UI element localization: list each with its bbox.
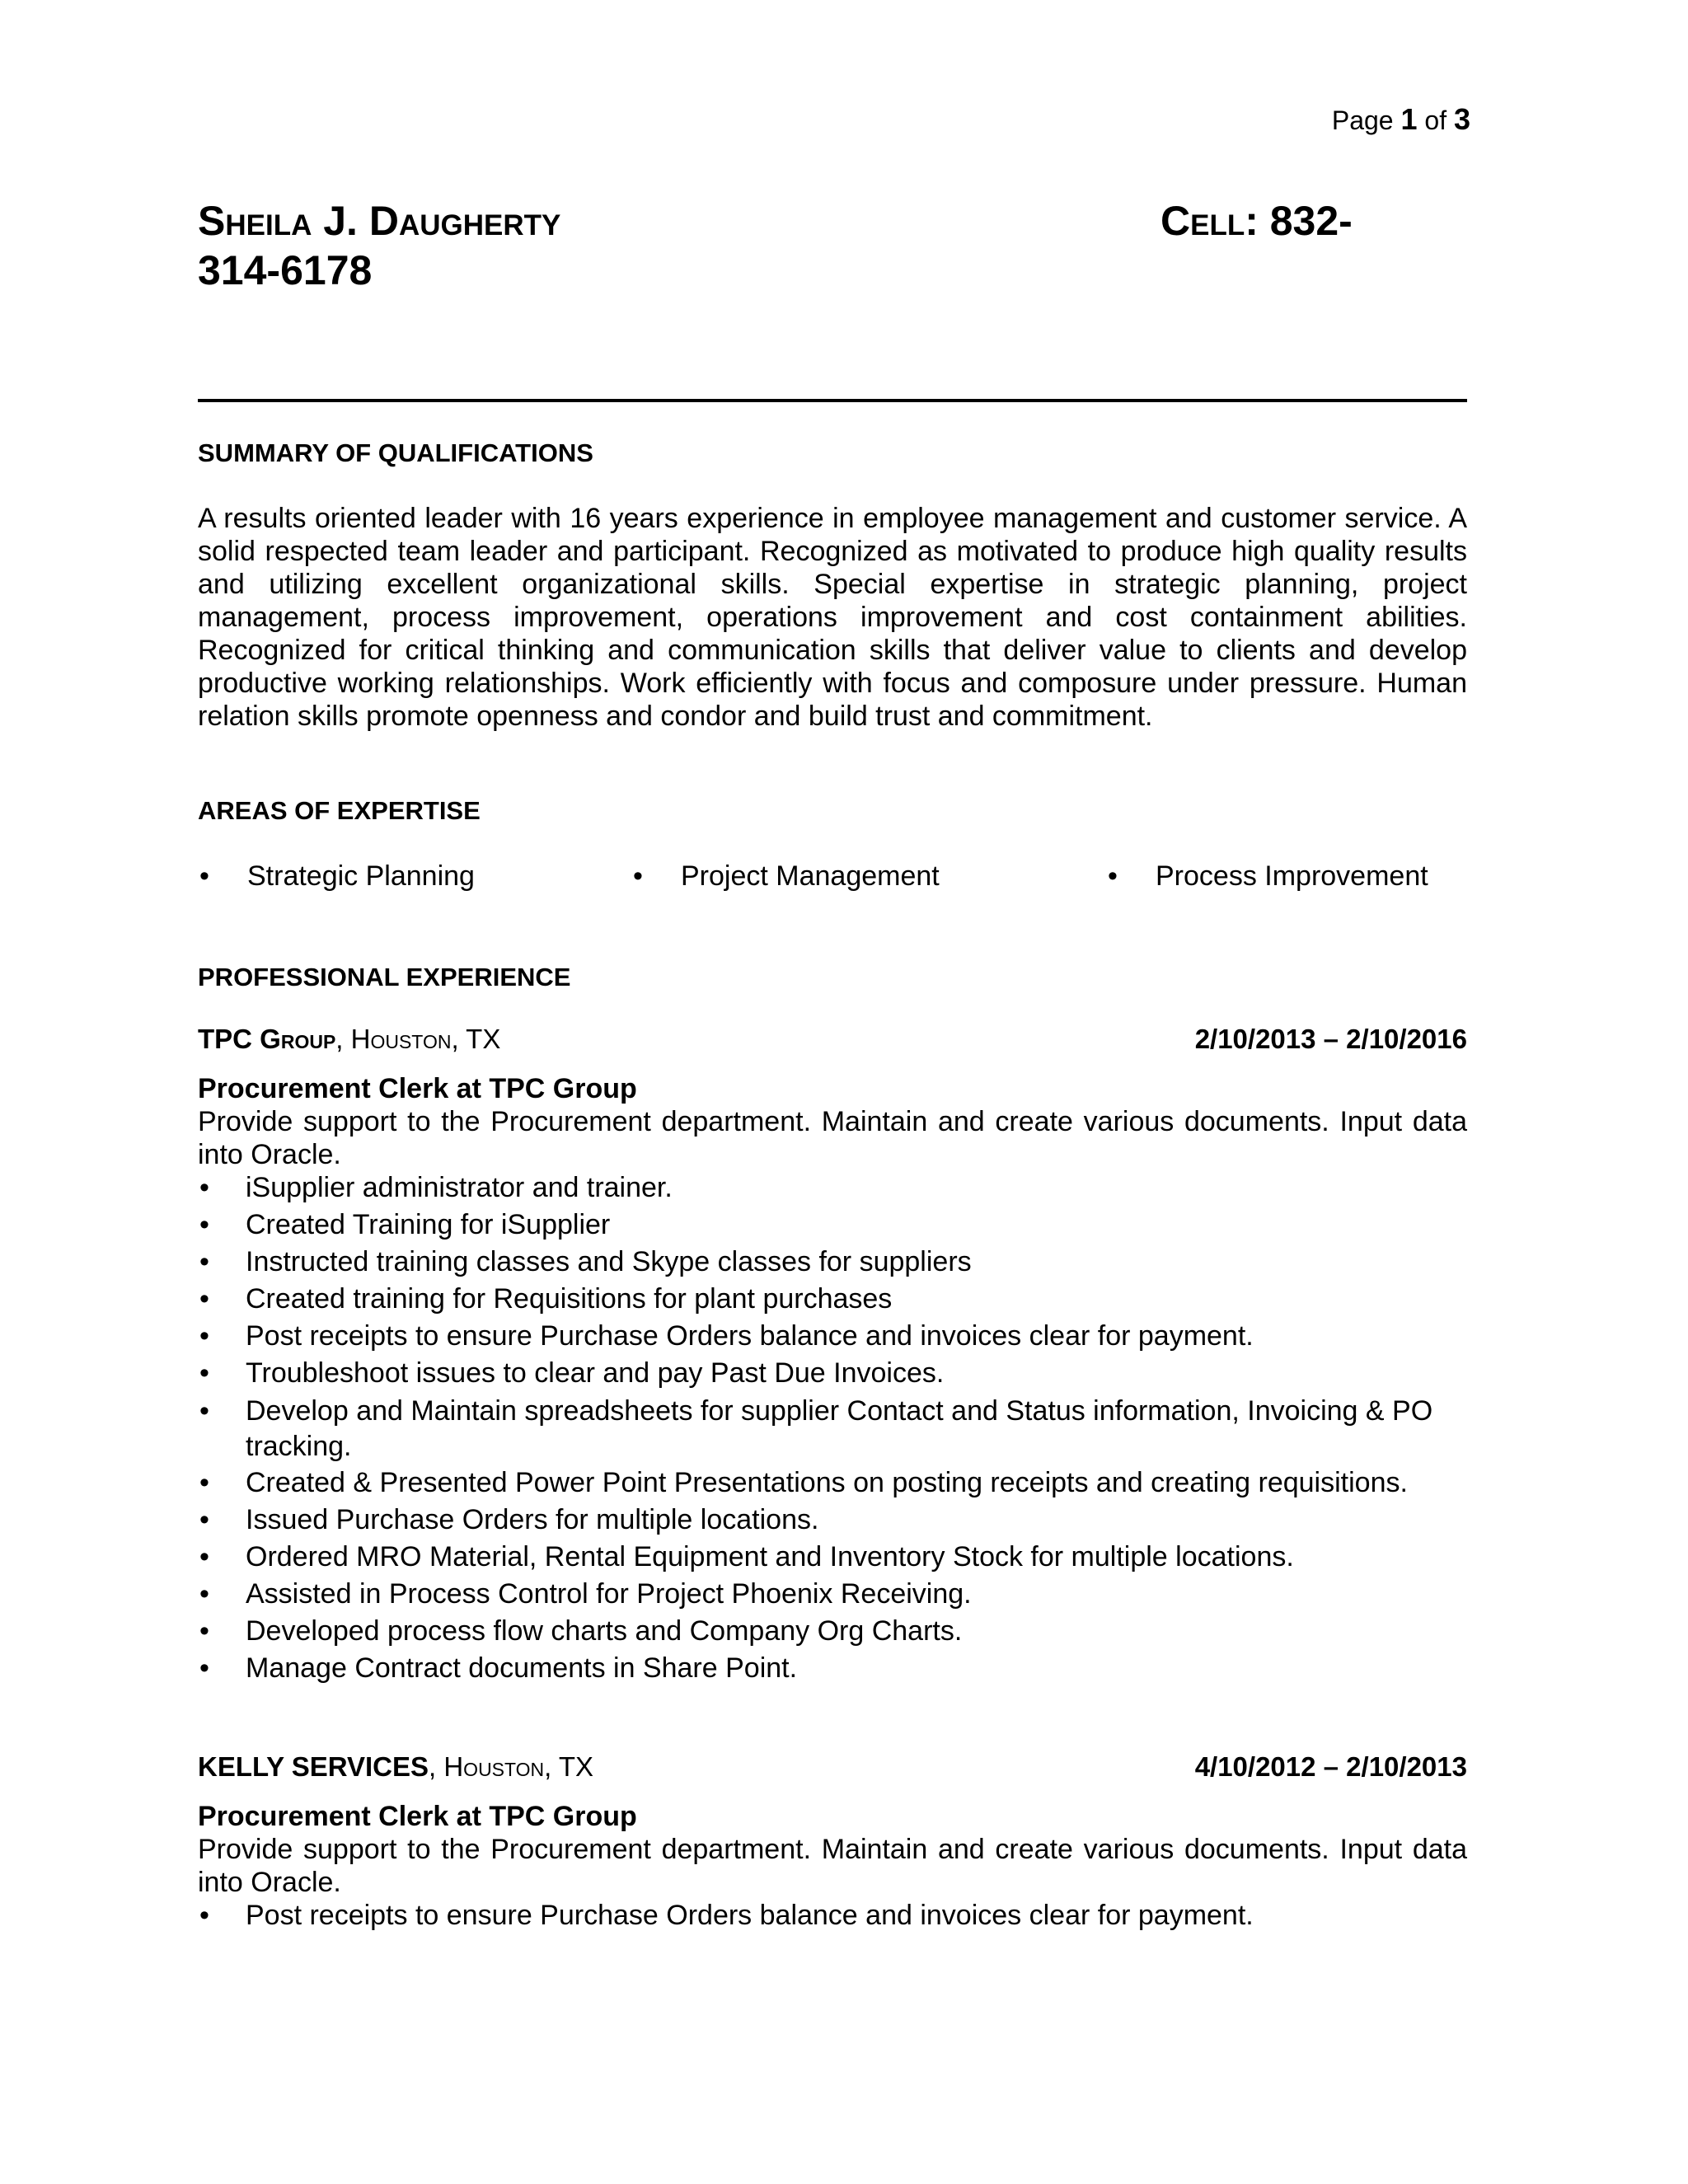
job-dates: 2/10/2013 – 2/10/2016 <box>1194 1024 1467 1054</box>
job-company: TPC Group <box>198 1024 336 1054</box>
list-item: • Post receipts to ensure Purchase Orders balance and invoices clear for payment. <box>198 1899 1467 1932</box>
expertise-label: Project Management <box>681 860 940 892</box>
bullet-icon: • <box>633 860 643 892</box>
list-item: • Created Training for iSupplier <box>198 1208 1467 1241</box>
list-item: • Manage Contract documents in Share Point. <box>198 1652 1467 1685</box>
list-item: • Assisted in Process Control for Project Phoenix Receiving. <box>198 1577 1467 1610</box>
job-description: Provide support to the Procurement department. Maintain and create various documents. Input data into Oracle. <box>198 1834 1467 1898</box>
bullet-icon: • <box>1108 860 1118 892</box>
job-company: KELLY SERVICES <box>198 1751 429 1782</box>
page-number <box>1332 102 1470 137</box>
expertise-heading: AREAS OF EXPERTISE <box>198 796 481 825</box>
job-description: Provide support to the Procurement department. Maintain and create various documents. Input data into Oracle. <box>198 1106 1467 1170</box>
job-title: Procurement Clerk at TPC Group <box>198 1073 637 1104</box>
cell-phone-number: 314-6178 <box>198 247 373 293</box>
page-of: of <box>1424 105 1447 135</box>
expertise-label: Process Improvement <box>1156 860 1428 892</box>
bullet-icon: • <box>199 860 209 892</box>
job-bullet-list <box>198 1171 1467 1689</box>
list-item: • Created & Presented Power Point Presentations on posting receipts and creating requisitions. <box>198 1466 1467 1499</box>
list-item: • Post receipts to ensure Purchase Orders balance and invoices clear for payment. <box>198 1319 1467 1352</box>
expertise-label: Strategic Planning <box>247 860 475 892</box>
list-item: • Issued Purchase Orders for multiple locations. <box>198 1503 1467 1536</box>
cell-phone-label: Cell: 832- <box>1160 198 1353 244</box>
list-item: • Instructed training classes and Skype classes for suppliers <box>198 1245 1467 1278</box>
page-total: 3 <box>1453 102 1470 136</box>
page-prefix: Page <box>1331 105 1394 135</box>
job-bullet-list <box>198 1899 1467 1936</box>
experience-heading: PROFESSIONAL EXPERIENCE <box>198 963 571 991</box>
list-item: • iSupplier administrator and trainer. <box>198 1171 1467 1204</box>
summary-heading: SUMMARY OF QUALIFICATIONS <box>198 438 593 467</box>
job-company-line <box>198 1751 593 1783</box>
summary-text: A results oriented leader with 16 years experience in employee management and customer service. A solid respected team leader and participant. Recognized as motivated to produce high quality results and utilizing excellent organizational skills. Special expertise in strategic planning, project management, process improvement, operations improvement and cost containment abilities. Recognized for critical thinking and communication skills that deliver value to clients and develop productive working relationships. Work efficiently with focus and composure under pressure. Human relation skills promote openness and condor and build trust and commitment. <box>198 503 1467 732</box>
resume-header <box>198 196 1385 293</box>
page-current: 1 <box>1400 102 1418 136</box>
job-location: , Houston, TX <box>335 1024 501 1054</box>
job-location: , Houston, TX <box>429 1751 594 1782</box>
job-dates: 4/10/2012 – 2/10/2013 <box>1194 1751 1467 1782</box>
list-item: • Troubleshoot issues to clear and pay Past Due Invoices. <box>198 1357 1467 1390</box>
list-item: • Developed process flow charts and Company Org Charts. <box>198 1615 1467 1647</box>
job-title: Procurement Clerk at TPC Group <box>198 1801 637 1832</box>
header-divider <box>198 399 1467 402</box>
list-item: • Created training for Requisitions for plant purchases <box>198 1282 1467 1315</box>
list-item: • Develop and Maintain spreadsheets for supplier Contact and Status information, Invoicing & PO tracking. <box>198 1394 1467 1465</box>
candidate-name: Sheila J. Daugherty <box>198 198 561 244</box>
job-company-line <box>198 1024 500 1055</box>
list-item: • Ordered MRO Material, Rental Equipment and Inventory Stock for multiple locations. <box>198 1540 1467 1573</box>
